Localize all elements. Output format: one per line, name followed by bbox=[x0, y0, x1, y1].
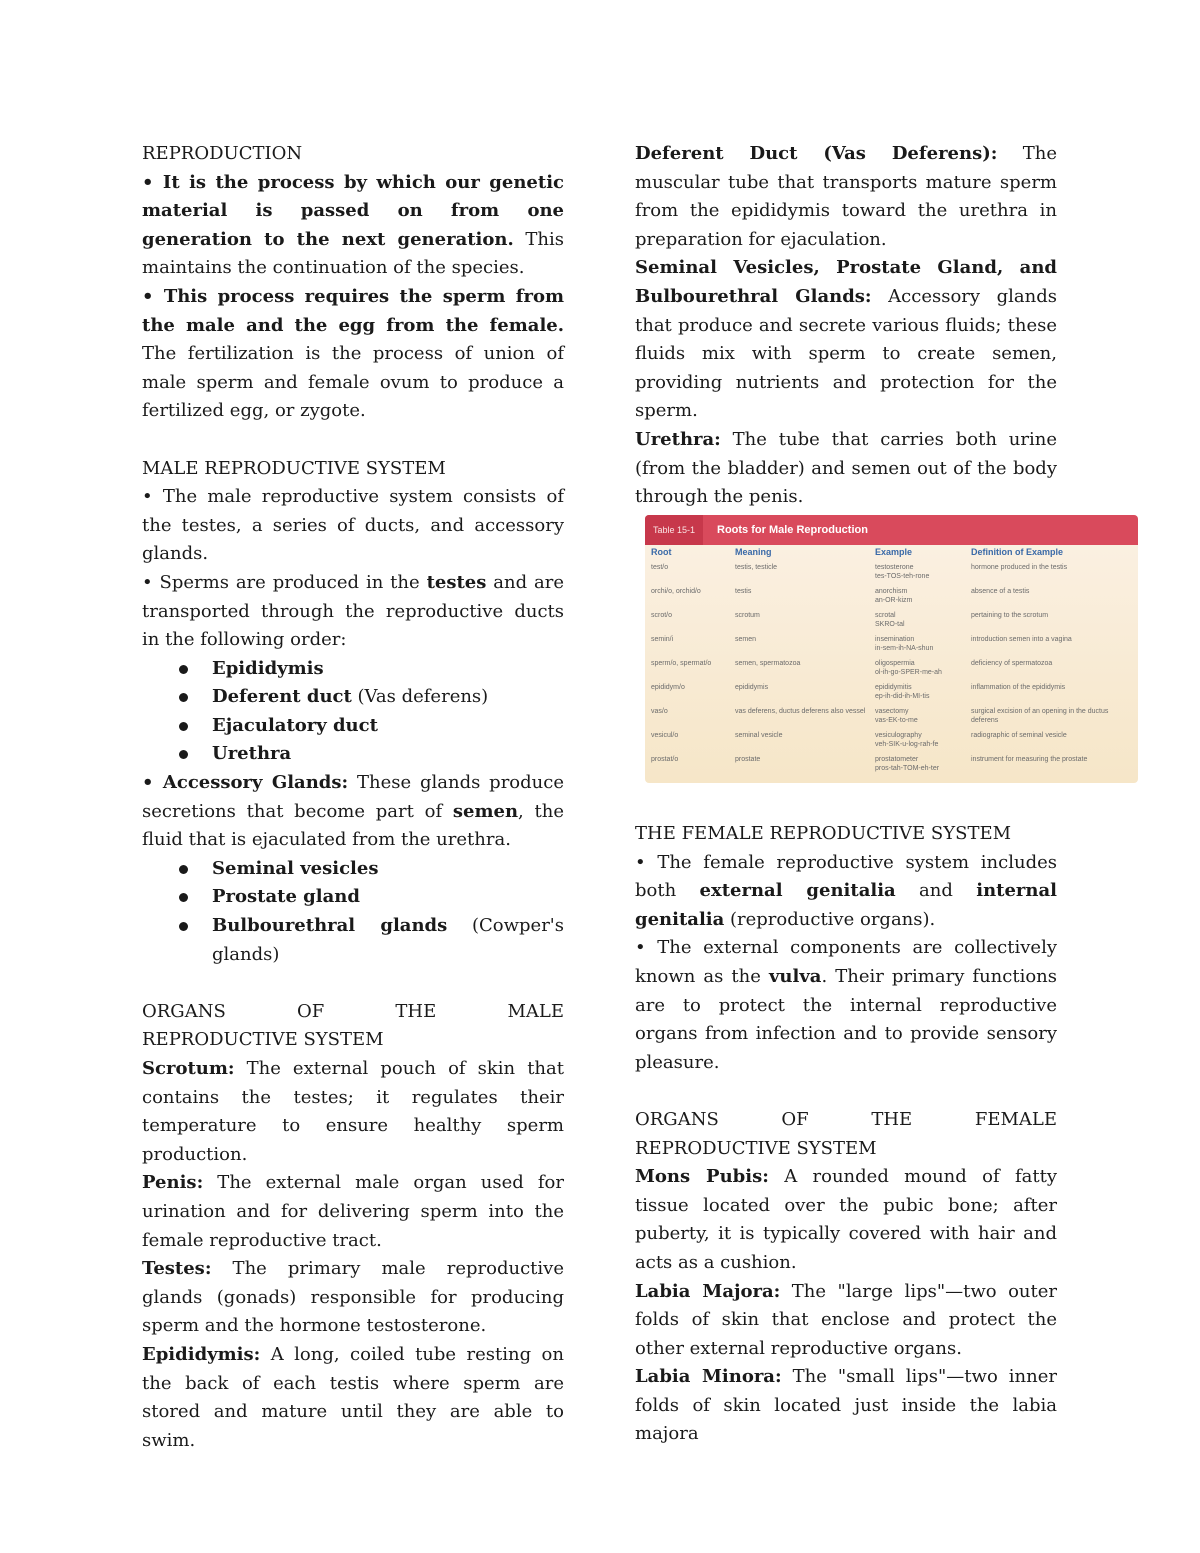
table-cell: inflammation of the epididymis bbox=[971, 684, 1066, 691]
column-header: Definition of Example bbox=[971, 547, 1064, 557]
column-header: Meaning bbox=[735, 547, 772, 557]
table-cell: semen bbox=[735, 636, 757, 643]
table-cell: semen, spermatozoa bbox=[735, 660, 801, 667]
list-item: Deferent duct (Vas deferens) bbox=[142, 683, 564, 712]
female-system-heading: THE FEMALE REPRODUCTIVE SYSTEM bbox=[635, 823, 1012, 844]
table-cell: vesicul/o bbox=[651, 732, 679, 739]
table-cell: vas/o bbox=[651, 708, 668, 715]
definition-testes: Testes: The primary male reproductive glands (gonads) responsible for producing sperm and the hormone testosterone. bbox=[142, 1258, 564, 1337]
definition-urethra: Urethra: The tube that carries both urine (from the bladder) and semen out of the body through the penis. bbox=[635, 428, 1057, 508]
table-cell: testis, testicle bbox=[735, 564, 778, 571]
table-row bbox=[645, 729, 1138, 753]
table-cell: surgical excision of an opening in the ductus deferens bbox=[971, 708, 1109, 724]
table-row bbox=[645, 705, 1138, 729]
table-title: Roots for Male Reproduction bbox=[717, 524, 868, 536]
gland-list bbox=[142, 855, 564, 969]
table-body bbox=[645, 561, 1138, 777]
left-column bbox=[142, 140, 564, 1455]
reproduction-heading: REPRODUCTION bbox=[142, 143, 303, 164]
table-cell: oligospermia ol-ih-go-SPER-me-ah bbox=[875, 660, 942, 676]
definition-penis: Penis: The external male organ used for urination and for delivering sperm into the female reproductive tract. bbox=[142, 1172, 564, 1251]
table-cell: testis bbox=[735, 588, 752, 595]
male-system-paragraph-1: • The male reproductive system consists of the testes, a series of ducts, and accessory glands. bbox=[142, 486, 564, 565]
table-cell: scrot/o bbox=[651, 612, 673, 619]
list-item: Epididymis bbox=[142, 655, 564, 684]
table-cell: epididymitis ep-ih-did-ih-MI-tis bbox=[875, 684, 930, 700]
table-cell: semin/i bbox=[651, 636, 674, 643]
table-row bbox=[645, 633, 1138, 657]
table-number: Table 15-1 bbox=[645, 515, 703, 545]
definition-scrotum: Scrotum: The external pouch of skin that contains the testes; it regulates their temperature to ensure healthy sperm production. bbox=[142, 1058, 564, 1165]
table-row bbox=[645, 609, 1138, 633]
column-header: Example bbox=[875, 547, 913, 557]
reproduction-paragraph-1: • It is the process by which our genetic material is passed on from one generation to the next generation. This maintains the continuation of the species. bbox=[142, 171, 564, 279]
table-cell: vesiculography veh-SIK-u-log-rah-fe bbox=[875, 732, 939, 748]
list-item: Urethra bbox=[142, 740, 564, 769]
list-item: Ejaculatory duct bbox=[142, 712, 564, 741]
table-column-headers bbox=[645, 545, 1138, 561]
organs-female-heading-line-2: REPRODUCTIVE SYSTEM bbox=[635, 1137, 877, 1159]
table-cell: sperm/o, spermat/o bbox=[651, 660, 712, 667]
organs-male-heading-line-2: REPRODUCTIVE SYSTEM bbox=[142, 1029, 384, 1051]
definition-epididymis: Epididymis: A long, coiled tube resting on the back of each testis where sperm are stored and mature until they are able to swim. bbox=[142, 1343, 564, 1451]
table-cell: prostatometer pros-tah-TOM-eh-ter bbox=[875, 756, 940, 772]
definition-accessory-glands: Seminal Vesicles, Prostate Gland, and Bulbourethral Glands: Accessory glands that produce and secrete various fluids; these fluids mix with sperm to create semen, providing nutrients and protection for the sperm. bbox=[635, 257, 1057, 422]
table-header-bar bbox=[645, 515, 1138, 545]
right-column-top bbox=[635, 140, 1057, 512]
table-cell: vasectomy vas-EK-to-me bbox=[875, 708, 918, 724]
table-cell: instrument for measuring the prostate bbox=[971, 756, 1088, 763]
list-item: Seminal vesicles bbox=[142, 855, 564, 884]
table-cell: scrotum bbox=[735, 612, 760, 619]
organs-female-heading-line-1: ORGANS OF THE FEMALE bbox=[635, 1108, 1057, 1130]
table-cell: scrotal SKRO-tal bbox=[875, 612, 905, 628]
column-header: Root bbox=[651, 547, 672, 557]
table-row bbox=[645, 753, 1138, 777]
list-item: Prostate gland bbox=[142, 883, 564, 912]
accessory-glands-paragraph: • Accessory Glands: These glands produce secretions that become part of semen, the fluid that is ejaculated from the urethra. bbox=[142, 772, 564, 851]
table-cell: prostate bbox=[735, 756, 761, 763]
table-cell: vas deferens, ductus deferens also vessel bbox=[735, 708, 866, 715]
table-cell: insemination in-sem-ih-NA-shun bbox=[875, 636, 934, 652]
table-cell: epididymis bbox=[735, 684, 769, 691]
table-row bbox=[645, 585, 1138, 609]
definition-mons-pubis: Mons Pubis: A rounded mound of fatty tissue located over the pubic bone; after puberty, it is typically covered with hair and acts as a cushion. bbox=[635, 1166, 1057, 1273]
table-cell: test/o bbox=[651, 564, 669, 571]
table-cell: pertaining to the scrotum bbox=[971, 612, 1049, 619]
definition-labia-majora: Labia Majora: The "large lips"—two outer folds of skin that enclose and protect the other external reproductive organs. bbox=[635, 1280, 1057, 1359]
male-system-heading: MALE REPRODUCTIVE SYSTEM bbox=[142, 457, 446, 479]
definition-labia-minora: Labia Minora: The "small lips"—two inner folds of skin located just inside the labia majora bbox=[635, 1366, 1057, 1445]
female-system-paragraph-2: • The external components are collectively known as the vulva. Their primary functions are to protect the internal reproductive organs from infection and to provide sensory pleasure. bbox=[635, 937, 1058, 1073]
list-item: Bulbourethral glands (Cowper's glands) bbox=[142, 912, 564, 969]
roots-table-figure bbox=[645, 515, 1138, 783]
table-row bbox=[645, 561, 1138, 585]
reproduction-paragraph-2: • This process requires the sperm from the male and the egg from the female. The fertilization is the process of union of male sperm and female ovum to produce a fertilized egg, or zygote. bbox=[142, 285, 564, 422]
table-cell: hormone produced in the testis bbox=[971, 564, 1068, 571]
female-system-paragraph-1: • The female reproductive system includes both external genitalia and internal genitalia (reproductive organs). bbox=[635, 851, 1057, 930]
table-cell: absence of a testis bbox=[971, 588, 1030, 595]
table-cell: deficiency of spermatozoa bbox=[971, 660, 1053, 667]
table-cell: anorchism an-OR-kizm bbox=[875, 588, 913, 604]
table-cell: seminal vesicle bbox=[735, 732, 783, 739]
table-cell: introduction semen into a vagina bbox=[971, 636, 1072, 643]
table-cell: prostat/o bbox=[651, 756, 679, 763]
table-cell: orchi/o, orchid/o bbox=[651, 588, 701, 595]
duct-list bbox=[142, 655, 564, 769]
table-cell: testosterone tes-TOS-teh-rone bbox=[875, 564, 930, 580]
male-system-paragraph-2: • Sperms are produced in the testes and are transported through the reproductive ducts in the following order: bbox=[142, 571, 565, 651]
table-row bbox=[645, 681, 1138, 705]
table-cell: epididym/o bbox=[651, 684, 685, 691]
table-cell: radiographic of seminal vesicle bbox=[971, 732, 1067, 739]
definition-deferent-duct: Deferent Duct (Vas Deferens): The muscular tube that transports mature sperm from the epididymis toward the urethra in preparation for ejaculation. bbox=[635, 143, 1057, 250]
right-column-bottom bbox=[635, 820, 1057, 1449]
table-row bbox=[645, 657, 1138, 681]
organs-male-heading-line-1: ORGANS OF THE MALE bbox=[142, 1000, 564, 1022]
